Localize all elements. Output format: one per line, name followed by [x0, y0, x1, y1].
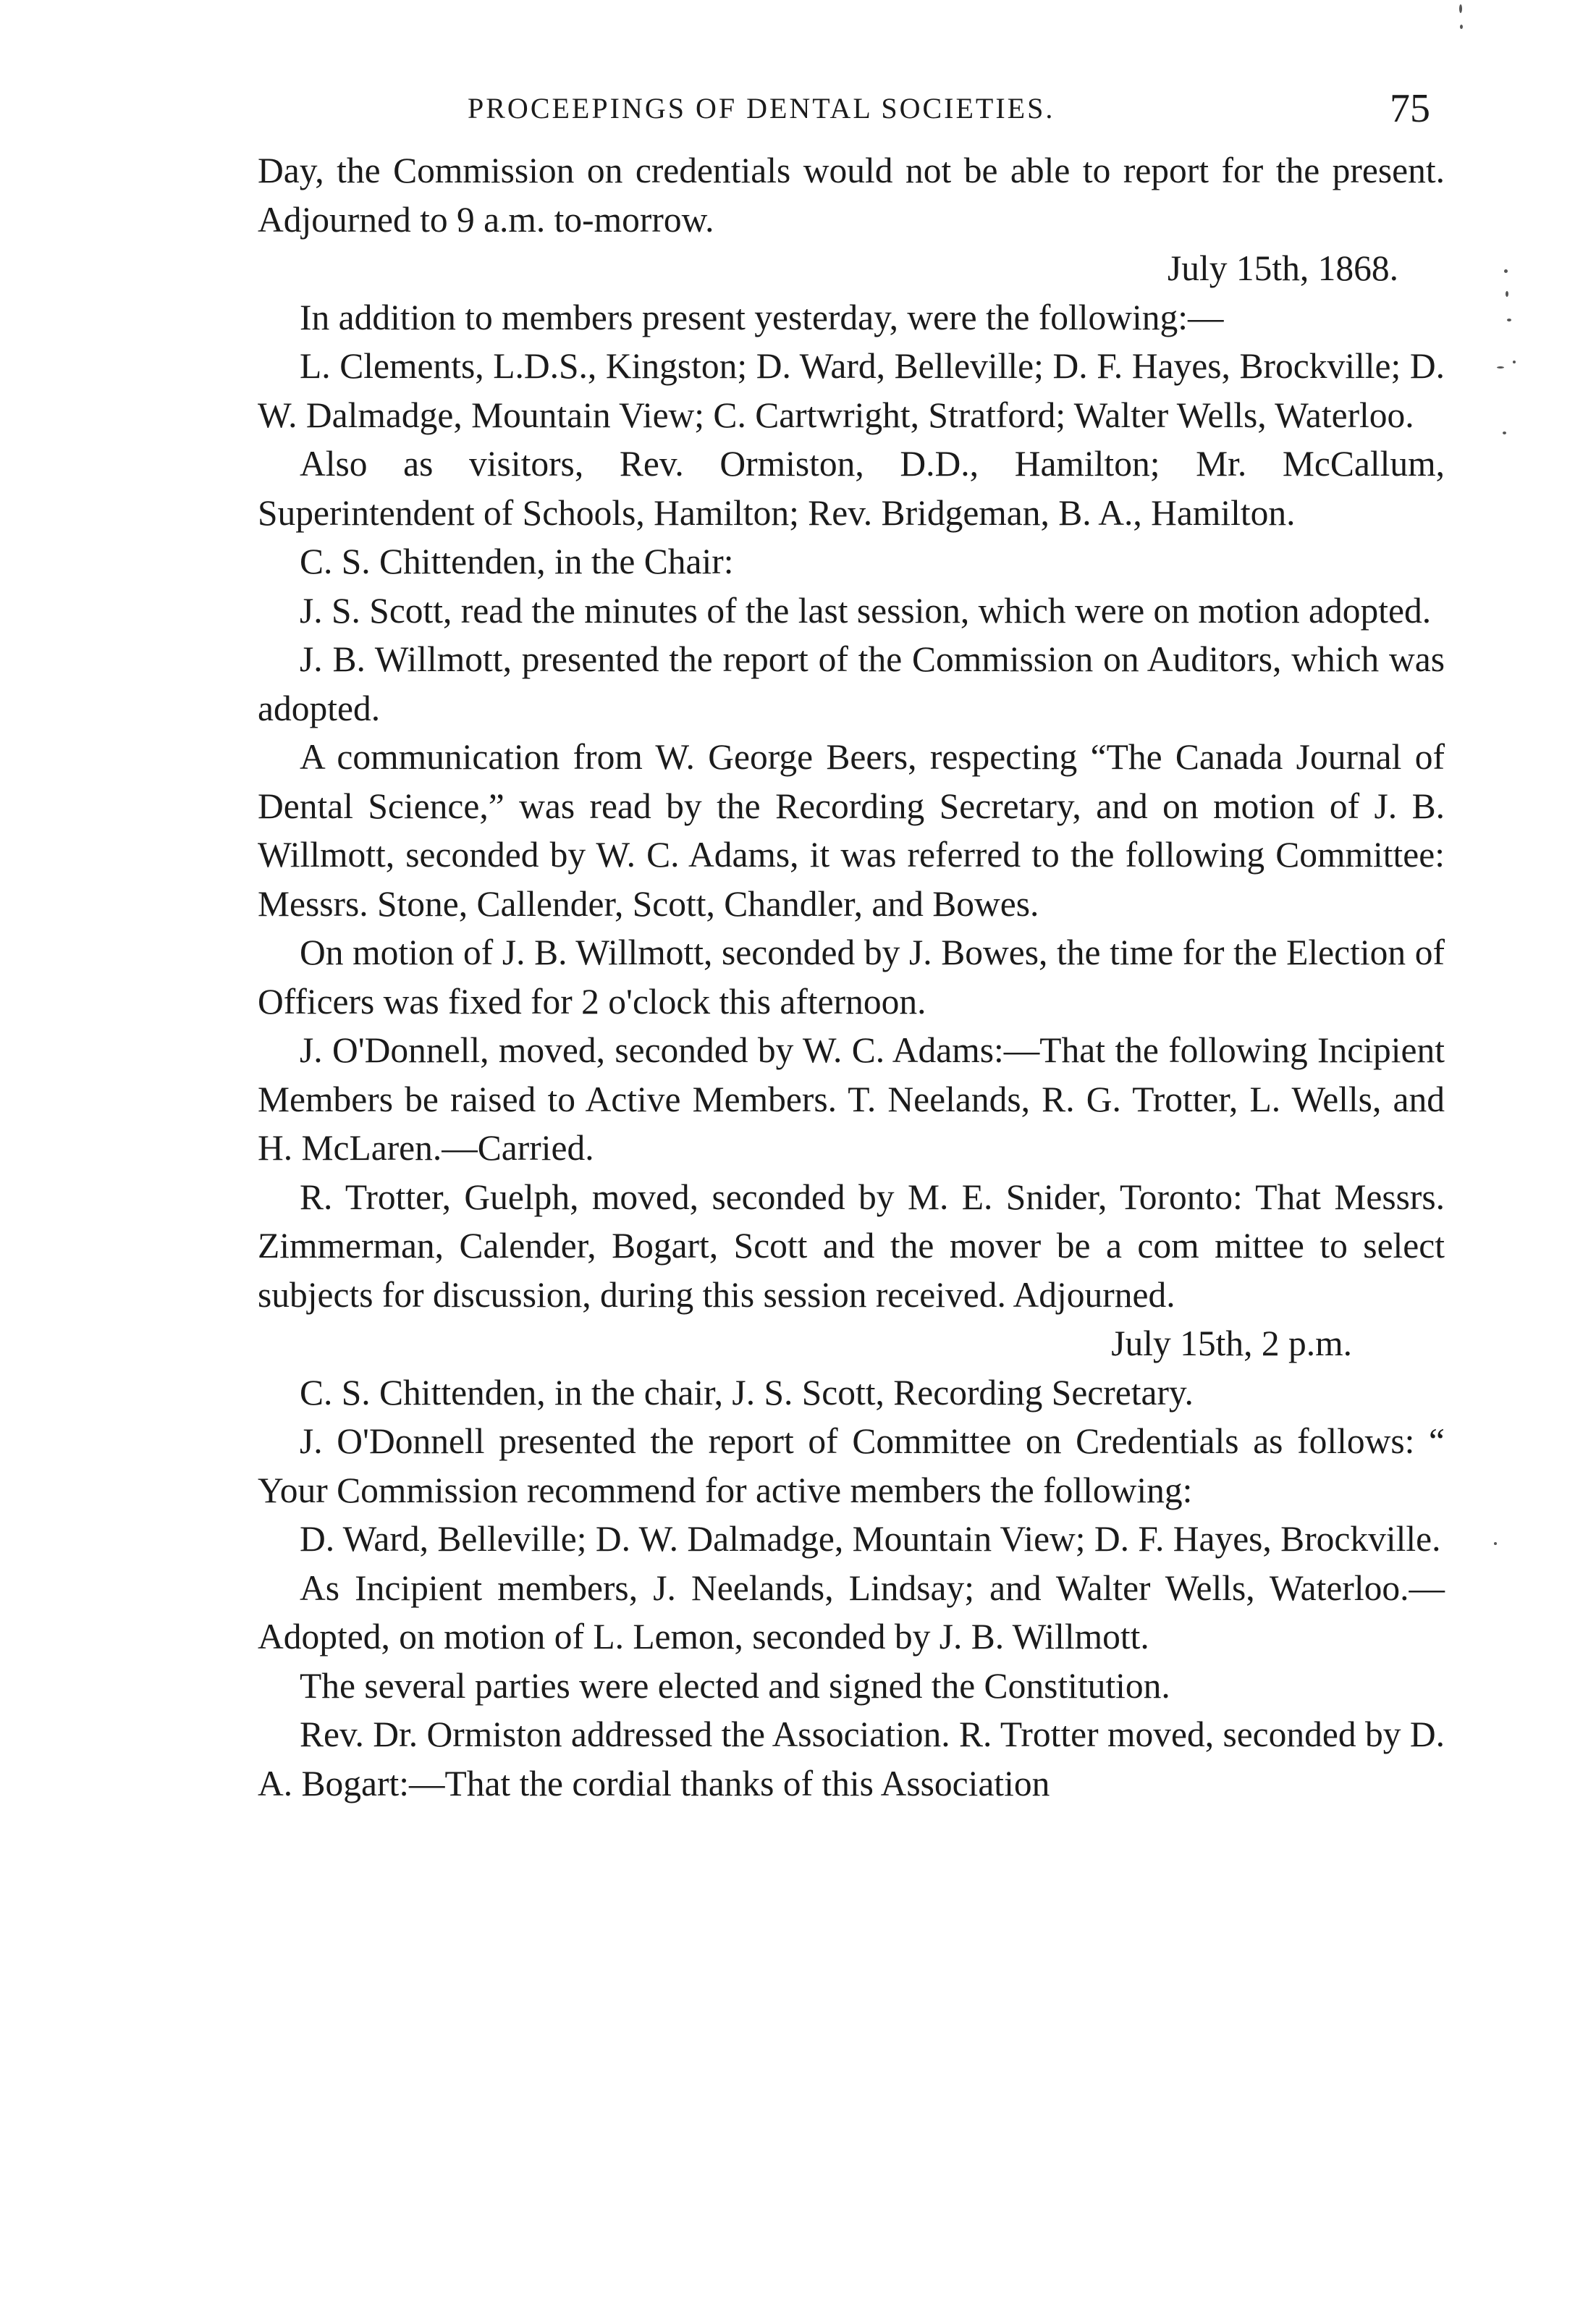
body-text: [258, 146, 1445, 1808]
book-page: [258, 85, 1445, 1808]
speck: [1503, 432, 1506, 434]
paragraph: J. O'Donnell, moved, seconded by W. C. Adams:—That the following Incipient Members be raised to Active Members. T. Neelands, R. G. Trotter, L. Wells, and H. McLaren.—Carried.: [258, 1030, 1445, 1168]
running-title: PROCEEPINGS OF DENTAL SOCIETIES.: [468, 92, 1055, 125]
paragraph: R. Trotter, Guelph, moved, seconded by M. E. Snider, Toronto: That Messrs. Zimmerman, Calender, Bogart, Scott and the mover be a com mittee to select subjects for discussion, during this session received. Adjourned.: [258, 1176, 1445, 1315]
paragraph: L. Clements, L.D.S., Kingston; D. Ward, Belleville; D. F. Hayes, Brockville; D. W. Dalmadge, Mountain View; C. Cartwright, Stratford; Walter Wells, Waterloo.: [258, 346, 1445, 435]
paragraph-continued: Day, the Commission on credentials would not be able to report for the present. Adjourned to 9 a.m. to-morrow.: [258, 151, 1445, 240]
paragraph: Also as visitors, Rev. Ormiston, D.D., Hamilton; Mr. McCallum, Superintendent of Schools, Hamilton; Rev. Bridgeman, B. A., Hamilton.: [258, 444, 1445, 533]
running-head: [258, 85, 1445, 146]
speck: [1506, 291, 1508, 297]
dateline-afternoon: July 15th, 2 p.m.: [1111, 1323, 1352, 1363]
paragraph: J. B. Willmott, presented the report of the Commission on Auditors, which was adopted.: [258, 639, 1445, 728]
speck: [1497, 366, 1504, 369]
paragraph: C. S. Chittenden, in the Chair:: [300, 542, 734, 581]
paragraph: D. Ward, Belleville; D. W. Dalmadge, Mountain View; D. F. Hayes, Brockville.: [300, 1519, 1441, 1559]
dateline-morning: July 15th, 1868.: [1167, 248, 1398, 288]
page-number: 75: [1390, 86, 1430, 131]
speck: [1459, 4, 1462, 13]
paragraph: The several parties were elected and signed the Constitution.: [300, 1665, 1170, 1706]
speck: [1504, 269, 1508, 273]
paragraph: In addition to members present yesterday, were the following:—: [300, 297, 1224, 337]
paragraph: On motion of J. B. Willmott, seconded by J. Bowes, the time for the Election of Officers was fixed for 2 o'clock this afternoon.: [258, 933, 1445, 1022]
speck: [1494, 1542, 1497, 1545]
paragraph: As Incipient members, J. Neelands, Lindsay; and Walter Wells, Waterloo.—Adopted, on motion of L. Lemon, seconded by J. B. Willmott.: [258, 1567, 1445, 1657]
paragraph: J. S. Scott, read the minutes of the last session, which were on motion adopted.: [300, 590, 1432, 631]
speck: [1513, 361, 1516, 363]
paragraph: Rev. Dr. Ormiston addressed the Association. R. Trotter moved, seconded by D. A. Bogart:—That the cordial thanks of this Association: [258, 1714, 1445, 1803]
paragraph: A communication from W. George Beers, respecting “The Canada Journal of Dental Science,” was read by the Recording Secretary, and on motion of J. B. Willmott, seconded by W. C. Adams, it was referred to the following Committee: Messrs. Stone, Callender, Scott, Chandler, and Bowes.: [258, 737, 1445, 924]
speck: [1507, 319, 1511, 321]
paragraph: J. O'Donnell presented the report of Committee on Credentials as follows: “ Your Commission recommend for active members the following:: [258, 1421, 1445, 1510]
speck: [1460, 25, 1463, 29]
paragraph: C. S. Chittenden, in the chair, J. S. Scott, Recording Secretary.: [300, 1372, 1194, 1413]
